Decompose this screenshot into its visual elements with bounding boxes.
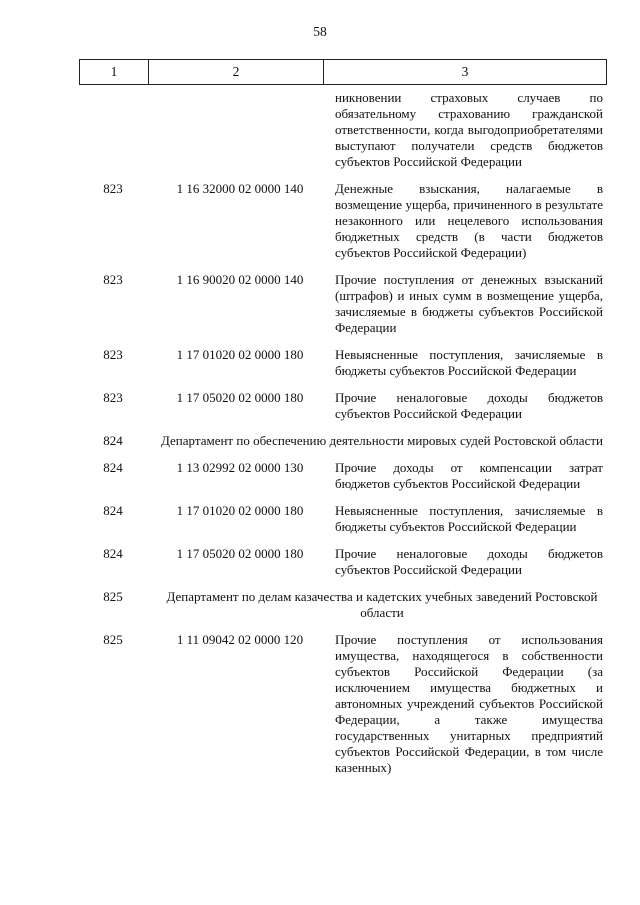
admin-code: 824 bbox=[103, 433, 123, 448]
table-row bbox=[79, 460, 607, 492]
admin-code: 825 bbox=[103, 632, 123, 647]
department-row bbox=[79, 589, 607, 621]
department-title: Департамент по обеспечению деятельности мировых судей Ростовской области bbox=[161, 433, 603, 448]
table-row bbox=[79, 503, 607, 535]
department-title: Департамент по делам казачества и кадетских учебных заведений Ростовской области bbox=[166, 589, 598, 620]
row-list bbox=[79, 170, 607, 776]
budget-classification-code: 1 11 09042 02 0000 120 bbox=[176, 632, 304, 647]
table-row bbox=[79, 546, 607, 578]
column-header-1: 1 bbox=[80, 60, 149, 85]
income-description: Прочие поступления от использования имущества, находящегося в собственности субъектов Российской Федерации (за исключением имущества бюджетных и автономных учреждений субъектов Российской Федерации, а также имущества государственных унитарных предприятий субъектов Российской Федерации, в том числе казенных) bbox=[335, 632, 603, 775]
budget-classification-code: 1 13 02992 02 0000 130 bbox=[176, 460, 304, 475]
income-description: Денежные взыскания, налагаемые в возмещение ущерба, причиненного в результате незаконного или нецелевого использования бюджетных средств (в части бюджетов субъектов Российской Федерации) bbox=[335, 181, 603, 260]
income-description: Прочие доходы от компенсации затрат бюджетов субъектов Российской Федерации bbox=[335, 460, 603, 491]
income-description: Невыясненные поступления, зачисляемые в бюджеты субъектов Российской Федерации bbox=[335, 503, 603, 534]
admin-code: 823 bbox=[103, 347, 123, 362]
admin-code: 824 bbox=[103, 503, 123, 518]
budget-classification-code: 1 16 90020 02 0000 140 bbox=[176, 272, 304, 287]
document-body bbox=[79, 90, 607, 776]
table-row bbox=[79, 632, 607, 776]
income-description: Прочие неналоговые доходы бюджетов субъектов Российской Федерации bbox=[335, 390, 603, 421]
column-header-3: 3 bbox=[324, 60, 607, 85]
budget-classification-code: 1 17 01020 02 0000 180 bbox=[176, 347, 304, 362]
continuation-text: никновении страховых случаев по обязательному страхованию гражданской ответственности, когда выгодоприобретателями выступают получатели средств бюджетов субъектов Российской Федерации bbox=[335, 90, 603, 169]
table-row bbox=[79, 390, 607, 422]
admin-code: 823 bbox=[103, 272, 123, 287]
table-row bbox=[79, 181, 607, 261]
admin-code: 825 bbox=[103, 589, 123, 604]
income-description: Невыясненные поступления, зачисляемые в бюджеты субъектов Российской Федерации bbox=[335, 347, 603, 378]
budget-classification-code: 1 17 05020 02 0000 180 bbox=[176, 546, 304, 561]
continuation-row bbox=[79, 90, 607, 170]
admin-code: 824 bbox=[103, 460, 123, 475]
page-number: 58 bbox=[313, 24, 327, 39]
column-header-2: 2 bbox=[149, 60, 324, 85]
department-row bbox=[79, 433, 607, 449]
budget-classification-code: 1 17 01020 02 0000 180 bbox=[176, 503, 304, 518]
admin-code: 824 bbox=[103, 546, 123, 561]
income-description: Прочие неналоговые доходы бюджетов субъектов Российской Федерации bbox=[335, 546, 603, 577]
budget-classification-code: 1 16 32000 02 0000 140 bbox=[176, 181, 304, 196]
table-row bbox=[79, 347, 607, 379]
column-header-table bbox=[79, 59, 607, 85]
income-description: Прочие поступления от денежных взысканий (штрафов) и иных сумм в возмещение ущерба, зачисляемые в бюджеты субъектов Российской Федерации bbox=[335, 272, 603, 335]
admin-code: 823 bbox=[103, 390, 123, 405]
admin-code: 823 bbox=[103, 181, 123, 196]
table-row bbox=[79, 272, 607, 336]
budget-classification-code: 1 17 05020 02 0000 180 bbox=[176, 390, 304, 405]
